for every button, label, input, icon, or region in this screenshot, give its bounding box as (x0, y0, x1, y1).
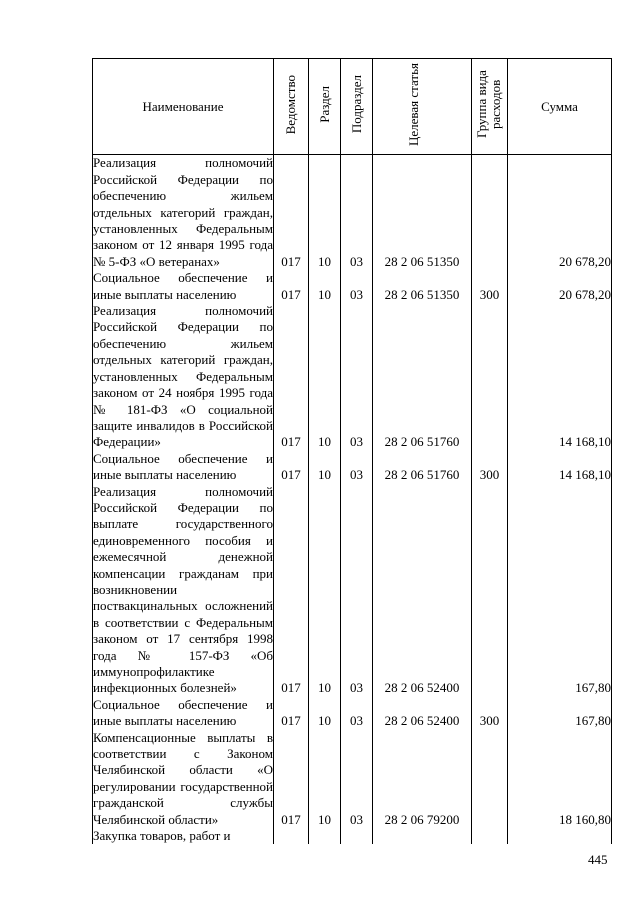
col-header-name: Наименование (93, 59, 274, 155)
row-article: 28 2 06 51350 (373, 155, 472, 270)
col-header-expense-group: Группа вида расходов (472, 59, 508, 155)
row-subsection (341, 828, 373, 844)
table-row (93, 155, 612, 270)
row-name: Реализация полномочий Российской Федерации по обеспечению жильем отдельных категорий граждан, установленных Федеральным законом от 24 ноября 1995 года № 181-ФЗ «О социальной защите инвалидов в Российской Федерации» (93, 303, 273, 450)
col-header-subsection: Подраздел (341, 59, 373, 155)
row-dept (274, 828, 309, 844)
row-article: 28 2 06 52400 (373, 484, 472, 697)
table-row (93, 697, 612, 730)
col-header-target-article: Целевая статья (373, 59, 472, 155)
table-row (93, 451, 612, 484)
row-group: 300 (472, 697, 508, 730)
row-amount: 18 160,80 (508, 730, 612, 828)
row-article: 28 2 06 51760 (373, 451, 472, 484)
row-dept: 017 (274, 730, 309, 828)
row-group (472, 303, 508, 451)
row-section: 10 (309, 697, 341, 730)
row-dept: 017 (274, 451, 309, 484)
col-header-amount: Сумма (508, 59, 612, 155)
row-amount: 167,80 (508, 697, 612, 730)
row-section: 10 (309, 303, 341, 451)
row-name: Социальное обеспечение и иные выплаты населению (93, 450, 273, 483)
row-group (472, 730, 508, 828)
table-row (93, 270, 612, 303)
row-subsection: 03 (341, 484, 373, 697)
row-amount: 20 678,20 (508, 270, 612, 303)
row-section: 10 (309, 155, 341, 270)
row-name: Закупка товаров, работ и (93, 828, 274, 844)
row-name: Реализация полномочий Российской Федерации по выплате государственного единовременного пособия и ежемесячной денежной компенсации гражданам при возникновении поствакцинальных осложнений в соответствии с Федеральным законом от 17 сентября 1998 года № 157-ФЗ «Об иммунопрофилактике инфекционных болезней» (93, 483, 273, 696)
row-dept: 017 (274, 484, 309, 697)
row-amount (508, 828, 612, 844)
row-dept: 017 (274, 697, 309, 730)
table-row (93, 828, 612, 844)
row-group: 300 (472, 270, 508, 303)
row-group (472, 828, 508, 844)
col-header-section: Раздел (309, 59, 341, 155)
row-name: Компенсационные выплаты в соответствии с Законом Челябинской области «О регулировании государственной гражданской службы Челябинской области» (93, 729, 273, 827)
row-section: 10 (309, 484, 341, 697)
row-group (472, 155, 508, 270)
row-name: Социальное обеспечение и иные выплаты населению (93, 270, 273, 302)
row-article: 28 2 06 51350 (373, 270, 472, 303)
budget-table (92, 58, 612, 844)
row-group (472, 484, 508, 697)
row-section: 10 (309, 270, 341, 303)
col-header-dept: Ведомство (274, 59, 309, 155)
row-amount: 14 168,10 (508, 451, 612, 484)
row-dept: 017 (274, 155, 309, 270)
row-subsection: 03 (341, 303, 373, 451)
row-subsection: 03 (341, 155, 373, 270)
table-row (93, 484, 612, 697)
row-name: Реализация полномочий Российской Федерации по обеспечению жильем отдельных категорий граждан, установленных Федеральным законом от 12 января 1995 года № 5-ФЗ «О ветеранах» (93, 155, 273, 269)
row-article (373, 828, 472, 844)
row-dept: 017 (274, 303, 309, 451)
row-article: 28 2 06 79200 (373, 730, 472, 828)
table-row (93, 730, 612, 828)
row-dept: 017 (274, 270, 309, 303)
row-group: 300 (472, 451, 508, 484)
row-amount: 20 678,20 (508, 155, 612, 270)
page-number: 445 (588, 852, 608, 867)
row-subsection: 03 (341, 451, 373, 484)
row-section: 10 (309, 451, 341, 484)
row-subsection: 03 (341, 270, 373, 303)
table-row (93, 303, 612, 451)
row-amount: 167,80 (508, 484, 612, 697)
row-name: Социальное обеспечение и иные выплаты населению (93, 696, 273, 729)
row-article: 28 2 06 52400 (373, 697, 472, 730)
row-subsection: 03 (341, 697, 373, 730)
row-subsection: 03 (341, 730, 373, 828)
row-section (309, 828, 341, 844)
row-article: 28 2 06 51760 (373, 303, 472, 451)
row-section: 10 (309, 730, 341, 828)
row-amount: 14 168,10 (508, 303, 612, 451)
header-row (93, 59, 612, 155)
